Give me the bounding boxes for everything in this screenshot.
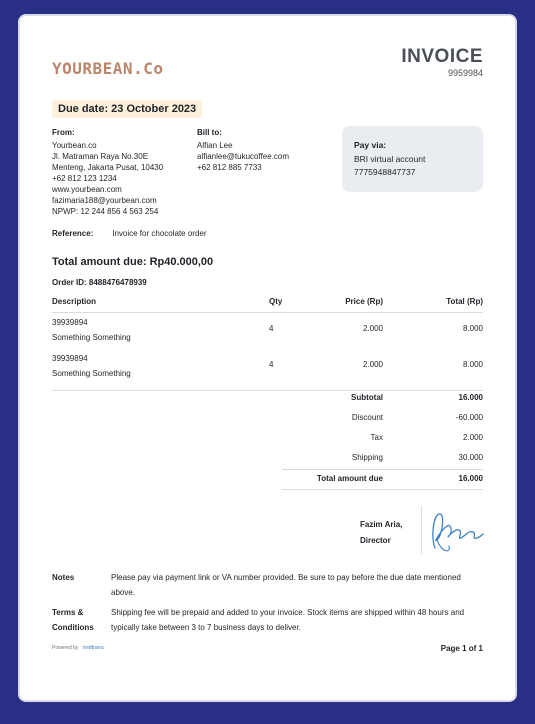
terms-label: Terms & Conditions: [52, 608, 94, 632]
notes-label: Notes: [52, 573, 75, 582]
item-name: Something Something: [52, 333, 131, 342]
discount-value: -60.000: [455, 413, 483, 422]
bill-to-line: Alfian Lee: [197, 141, 233, 150]
midtrans-logo: midtrans: [82, 645, 104, 651]
from-line: www.yourbean.com: [52, 185, 122, 194]
from-line: +62 812 123 1234: [52, 174, 117, 183]
discount-label: Discount: [351, 413, 383, 422]
item-qty: 4: [269, 324, 274, 333]
shipping-label: Shipping: [351, 453, 383, 462]
signature-divider: [421, 506, 422, 554]
item-code: 39939894: [52, 354, 88, 363]
item-price: 2.000: [362, 360, 383, 369]
signer-block: [360, 517, 402, 549]
bill-to-label: Bill to:: [197, 128, 222, 137]
grand-total-row: [282, 469, 483, 490]
tax-row: [282, 429, 483, 449]
powered-by-label: Powered by: [52, 645, 79, 651]
shipping-value: 30.000: [458, 453, 483, 462]
subtotal-value: 16.000: [458, 393, 483, 402]
header-qty: Qty: [269, 297, 283, 306]
header-description: Description: [52, 297, 97, 306]
tax-label: Tax: [370, 433, 383, 442]
header-price: Price (Rp): [345, 297, 383, 306]
subtotal-label: Subtotal: [351, 393, 383, 402]
signer-name: Fazim Aria,: [360, 520, 403, 529]
item-code: 39939894: [52, 318, 88, 327]
item-total: 8.000: [462, 360, 483, 369]
bill-to-block: [197, 127, 347, 173]
grand-total-label: Total amount due: [316, 474, 383, 483]
page-number: Page 1 of 1: [440, 644, 483, 653]
item-qty: 4: [269, 360, 274, 369]
reference-row: [52, 229, 207, 238]
company-logo: YOURBEAN.Co: [52, 59, 164, 78]
due-date-badge: Due date: 23 October 2023: [52, 100, 202, 118]
invoice-number: 9959984: [447, 68, 483, 78]
invoice-title: INVOICE: [401, 46, 483, 67]
powered-by: [52, 645, 104, 651]
subtotal-row: [282, 389, 483, 409]
from-line: NPWP: 12 244 856 4 563 254: [52, 207, 159, 216]
grand-total-value: 16.000: [458, 474, 483, 483]
reference-value: Invoice for chocolate order: [112, 229, 207, 238]
pay-via-label: Pay via:: [354, 140, 387, 150]
tax-value: 2.000: [462, 433, 483, 442]
from-label: From:: [52, 128, 75, 137]
header-total: Total (Rp): [446, 297, 483, 306]
reference-label: Reference:: [52, 229, 94, 238]
bill-to-line: alfianlee@tukucoffee.com: [197, 152, 290, 161]
from-line: fazimaria188@yourbean.com: [52, 196, 157, 205]
from-line: Menteng, Jakarta Pusat, 10430: [52, 163, 164, 172]
table-row: [52, 313, 483, 349]
shipping-row: [282, 449, 483, 469]
items-table: [52, 293, 483, 391]
bill-to-line: +62 812 885 7733: [197, 163, 262, 172]
item-total: 8.000: [462, 324, 483, 333]
notes-text: Please pay via payment link or VA number provided. Be sure to pay before the due date mentioned above.: [111, 573, 461, 597]
from-block: [52, 127, 202, 217]
from-line: Jl. Matraman Raya No.30E: [52, 152, 149, 161]
item-price: 2.000: [362, 324, 383, 333]
summary-block: [282, 389, 483, 490]
invoice-page: [20, 16, 515, 700]
discount-row: [282, 409, 483, 429]
table-row: [52, 349, 483, 385]
total-amount-due-heading: Total amount due: Rp40.000,00: [52, 256, 214, 268]
item-name: Something Something: [52, 369, 131, 378]
table-header: [52, 293, 483, 313]
signature-image: [429, 508, 485, 556]
signer-role: Director: [360, 536, 391, 545]
order-id: Order ID: 8488476478939: [52, 278, 147, 287]
notes-section: [52, 570, 483, 600]
terms-section: [52, 605, 483, 635]
terms-text: Shipping fee will be prepaid and added to your invoice. Stock items are shipped within 48 hours and typically take between 3 to 7 business days to deliver.: [111, 608, 465, 632]
pay-via-box: [342, 126, 483, 192]
pay-via-account: 7775948847737: [354, 167, 416, 177]
pay-via-method: BRI virtual account: [354, 154, 426, 164]
from-line: Yourbean.co: [52, 141, 97, 150]
